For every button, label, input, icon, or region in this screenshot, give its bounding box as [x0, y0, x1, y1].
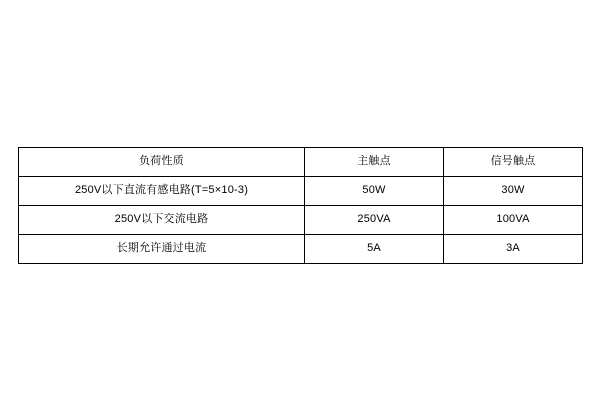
table-cell-main-contact: 250VA: [305, 206, 444, 235]
table-header-row: [19, 148, 583, 177]
table-header-cell-main-contact: 主触点: [305, 148, 444, 177]
table-row: [19, 235, 583, 264]
table-cell-signal-contact: 30W: [444, 177, 583, 206]
table-cell-load-type: 250V以下直流有感电路(T=5×10-3): [19, 177, 305, 206]
spec-table-container: [18, 147, 582, 264]
table-header-cell-load-type: 负荷性质: [19, 148, 305, 177]
table-cell-main-contact: 50W: [305, 177, 444, 206]
contact-capacity-table: [18, 147, 583, 264]
table-cell-load-type: 250V以下交流电路: [19, 206, 305, 235]
table-cell-load-type: 长期允许通过电流: [19, 235, 305, 264]
table-cell-signal-contact: 100VA: [444, 206, 583, 235]
table-row: [19, 206, 583, 235]
table-row: [19, 177, 583, 206]
table-cell-main-contact: 5A: [305, 235, 444, 264]
table-header-cell-signal-contact: 信号触点: [444, 148, 583, 177]
table-cell-signal-contact: 3A: [444, 235, 583, 264]
